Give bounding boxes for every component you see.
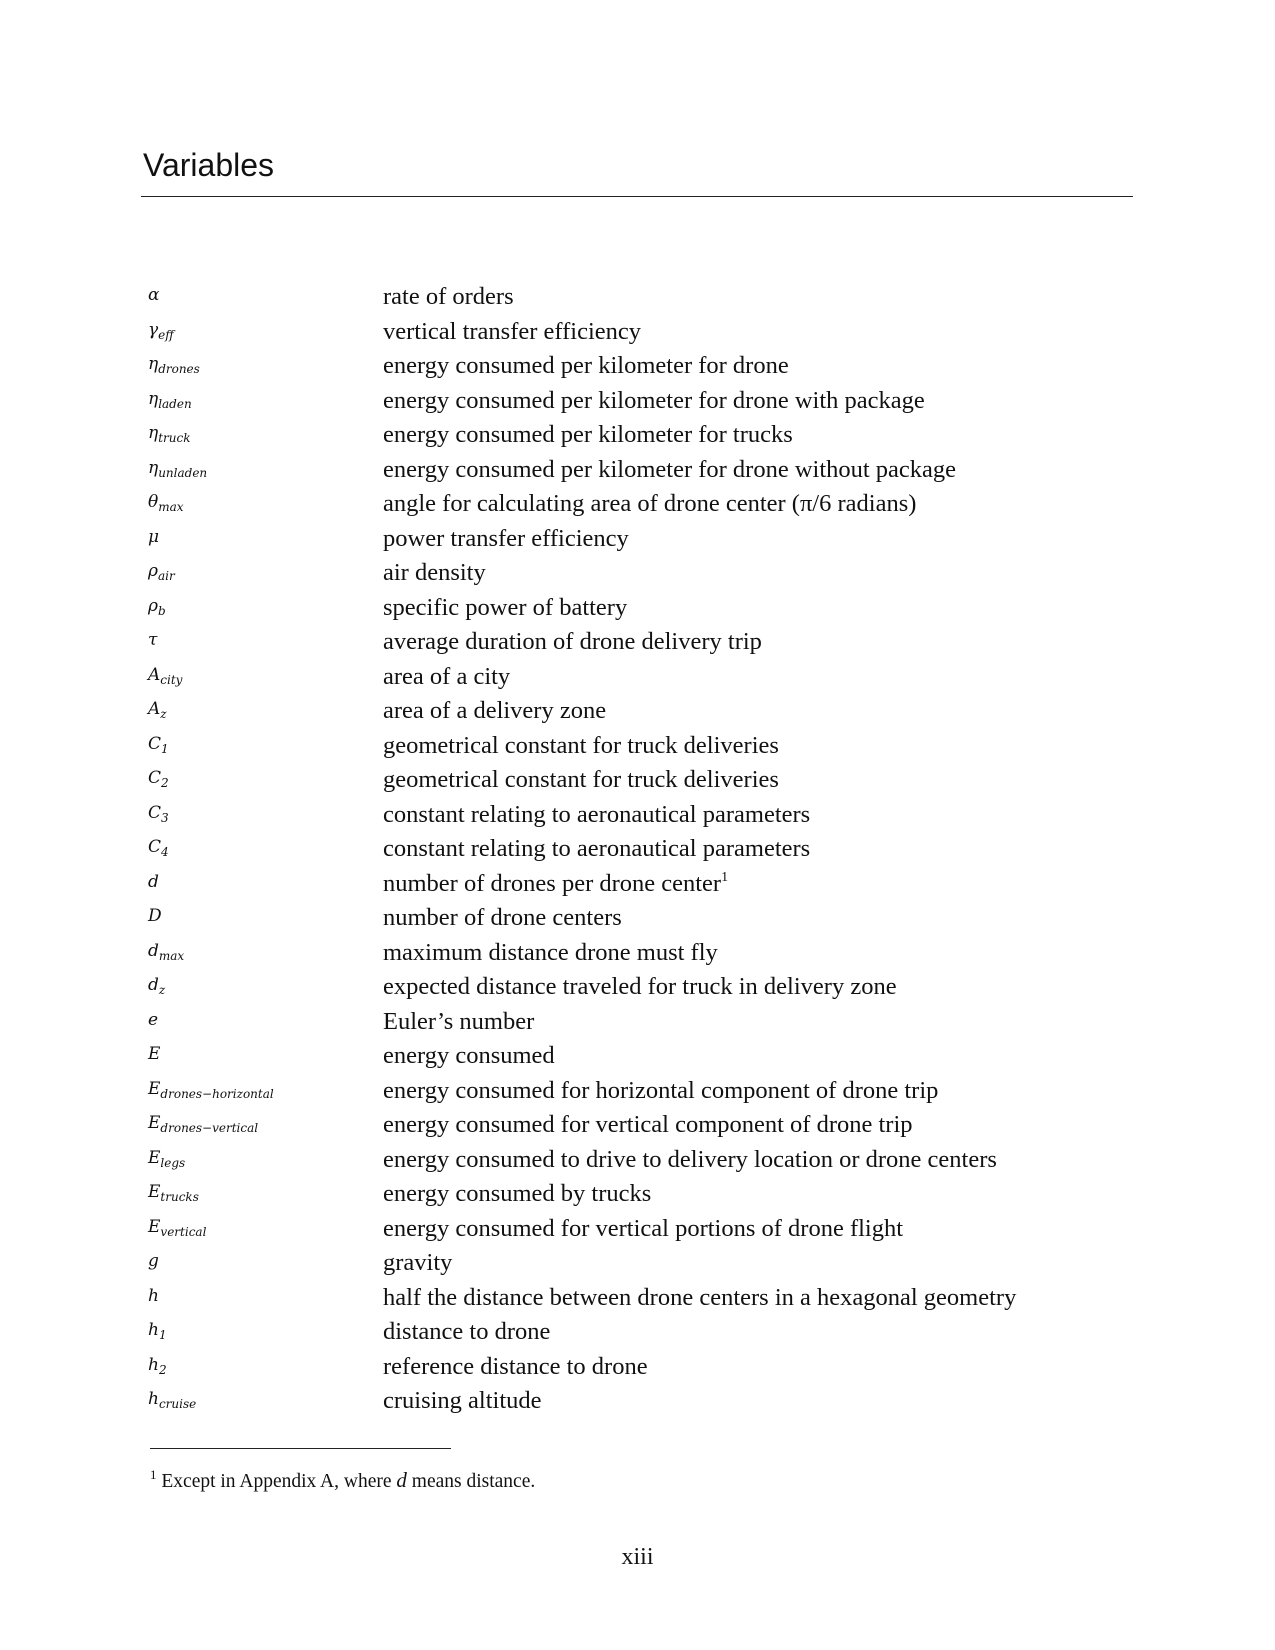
variable-symbol-base: A: [148, 664, 161, 685]
variable-symbol-base: μ: [148, 526, 160, 547]
variable-description-text: energy consumed for horizontal component of drone trip: [383, 1076, 939, 1104]
footnote-reference[interactable]: 1: [721, 869, 729, 885]
footnote-text-after: means distance.: [406, 1471, 536, 1492]
variable-row: [0, 1076, 1275, 1111]
variable-symbol-subscript: z: [160, 707, 167, 721]
variable-description-text: reference distance to drone: [383, 1352, 648, 1380]
variable-description: [383, 800, 810, 830]
variable-description: [383, 1179, 651, 1209]
variable-symbol-subscript: 2: [158, 1362, 167, 1377]
variable-symbol-base: E: [148, 1113, 161, 1133]
variable-description-text: gravity: [383, 1249, 453, 1276]
variable-description-text: energy consumed per kilometer for drone with package: [383, 386, 925, 414]
variable-description-text: geometrical constant for truck deliveries: [383, 766, 779, 793]
variable-row: [0, 282, 1275, 317]
variable-symbol-base: C: [148, 802, 162, 823]
variable-description: [383, 1317, 550, 1347]
footnote: [150, 1468, 535, 1494]
variable-symbol: [148, 1251, 159, 1271]
variable-symbol: [148, 285, 159, 305]
variable-row: [0, 317, 1275, 352]
variable-description-text: distance to drone: [383, 1318, 551, 1345]
variable-description-text: specific power of battery: [383, 593, 628, 621]
variable-row: [0, 1214, 1275, 1249]
variable-symbol: [148, 458, 207, 478]
variable-symbol: [148, 906, 162, 926]
variable-row: [0, 1145, 1275, 1180]
variable-row: [0, 524, 1275, 559]
variable-description: [383, 662, 510, 692]
variable-symbol-subscript: z: [158, 983, 166, 997]
variable-symbol-subscript: drones−horizontal: [160, 1086, 274, 1101]
footnote-separator: [150, 1448, 451, 1449]
variable-symbol-base: g: [148, 1251, 159, 1271]
variable-symbol: [148, 803, 169, 823]
variable-symbol-subscript: trucks: [160, 1190, 199, 1204]
variable-symbol-subscript: 2: [161, 776, 169, 790]
variable-symbol: [148, 1044, 160, 1064]
variable-symbol: [148, 561, 175, 581]
variable-symbol-base: A: [148, 699, 161, 719]
variable-row: [0, 1041, 1275, 1076]
variable-symbol-base: ρ: [148, 595, 158, 616]
variable-symbol-base: D: [148, 906, 162, 926]
variable-description: [383, 903, 622, 933]
variable-symbol: [148, 1113, 258, 1133]
variable-symbol: [148, 768, 169, 788]
variable-symbol-base: h: [148, 1285, 159, 1306]
variable-symbol: [148, 665, 182, 685]
variable-symbol: [148, 975, 165, 995]
variable-description-text: energy consumed to drive to delivery location or drone centers: [383, 1145, 997, 1173]
variable-description: [383, 1283, 1016, 1313]
variable-symbol-base: C: [148, 733, 162, 754]
variable-symbol-subscript: max: [158, 948, 185, 963]
variable-description: [383, 558, 486, 588]
variable-symbol: [148, 941, 184, 961]
variable-row: [0, 834, 1275, 869]
variable-symbol-subscript: laden: [158, 396, 192, 411]
variable-row: [0, 627, 1275, 662]
variable-description-text: Euler’s number: [383, 1007, 535, 1035]
variable-list: [0, 282, 1275, 1421]
variable-symbol-base: ρ: [148, 561, 158, 581]
variable-symbol: [148, 734, 169, 754]
variable-symbol-subscript: b: [158, 603, 166, 618]
variable-description: [383, 1386, 542, 1416]
title-rule: [141, 196, 1133, 197]
variable-description: [383, 351, 789, 381]
page-title: Variables: [143, 147, 275, 183]
variable-symbol: [148, 1217, 206, 1237]
variable-description: [383, 938, 718, 968]
variable-symbol-subscript: city: [160, 672, 183, 687]
variable-description-text: energy consumed for vertical component of drone trip: [383, 1111, 913, 1138]
variable-description: [383, 1041, 555, 1071]
variable-description: [383, 317, 641, 347]
variable-description: [383, 1007, 534, 1037]
variable-symbol-base: η: [148, 423, 159, 443]
variable-symbol: [148, 354, 200, 374]
variable-symbol: [148, 423, 190, 443]
variable-description: [383, 696, 606, 726]
variable-symbol-subscript: 4: [161, 845, 169, 859]
variable-description-text: average duration of drone delivery trip: [383, 628, 762, 655]
variable-symbol-subscript: 1: [161, 741, 169, 756]
variable-symbol-subscript: eff: [158, 327, 174, 342]
variable-symbol-subscript: 1: [158, 1328, 167, 1342]
variable-row: [0, 420, 1275, 455]
variable-symbol-base: θ: [148, 492, 159, 512]
variable-symbol-subscript: legs: [160, 1155, 186, 1170]
variable-symbol: [148, 1079, 274, 1099]
variable-symbol-base: E: [148, 1078, 161, 1099]
variable-row: [0, 1007, 1275, 1042]
variable-symbol-base: η: [148, 388, 159, 409]
variable-row: [0, 386, 1275, 421]
variable-description: [383, 765, 779, 795]
variable-description-text: area of a city: [383, 662, 511, 690]
variable-description-text: energy consumed per kilometer for drone: [383, 352, 789, 379]
variable-description-text: energy consumed: [383, 1042, 555, 1069]
variable-description: [383, 1110, 913, 1140]
variable-row: [0, 765, 1275, 800]
page-number: xiii: [621, 1544, 654, 1570]
variable-row: [0, 1352, 1275, 1387]
variable-description: [383, 1214, 903, 1244]
variable-symbol-base: E: [148, 1182, 161, 1202]
variable-symbol-subscript: truck: [158, 431, 191, 445]
variable-symbol-base: h: [148, 1320, 159, 1340]
variable-row: [0, 558, 1275, 593]
footnote-text-before: Except in Appendix A, where: [161, 1471, 397, 1492]
variable-symbol-subscript: air: [158, 569, 175, 583]
variable-description-text: energy consumed per kilometer for drone without package: [383, 455, 957, 483]
variable-symbol: [148, 699, 167, 719]
footnote-marker: 1: [150, 1467, 157, 1482]
variable-description-text: energy consumed for vertical portions of drone flight: [383, 1214, 904, 1242]
variable-symbol: [148, 630, 157, 650]
variable-symbol-base: h: [148, 1389, 159, 1409]
variable-description: [383, 869, 728, 899]
variable-description: [383, 731, 779, 761]
variable-description-text: power transfer efficiency: [383, 524, 629, 552]
variable-symbol-base: C: [148, 768, 162, 788]
variable-description-text: air density: [383, 559, 486, 586]
variable-symbol: [148, 596, 166, 616]
variable-description-text: vertical transfer efficiency: [383, 317, 642, 345]
variable-description-text: expected distance traveled for truck in delivery zone: [383, 973, 897, 1000]
variable-description-text: area of a delivery zone: [383, 697, 607, 724]
variable-row: [0, 489, 1275, 524]
variable-row: [0, 455, 1275, 490]
variable-symbol-base: E: [148, 1147, 161, 1168]
variable-symbol: [148, 1286, 159, 1306]
variable-description-text: constant relating to aeronautical parameters: [383, 800, 811, 828]
variable-row: [0, 1283, 1275, 1318]
variable-row: [0, 1179, 1275, 1214]
variable-symbol-base: γ: [148, 319, 159, 340]
variable-row: [0, 662, 1275, 697]
variable-symbol-subscript: unladen: [158, 465, 208, 480]
variable-symbol-base: τ: [148, 630, 158, 650]
variable-symbol: [148, 492, 184, 512]
variable-symbol-base: C: [148, 837, 162, 857]
variable-symbol-subscript: vertical: [160, 1224, 207, 1239]
variable-row: [0, 869, 1275, 904]
variable-symbol-base: α: [148, 285, 160, 305]
variable-row: [0, 800, 1275, 835]
variable-description-text: cruising altitude: [383, 1387, 542, 1414]
variable-description-text: maximum distance drone must fly: [383, 938, 718, 966]
variable-symbol-base: h: [148, 1354, 159, 1375]
variable-description: [383, 593, 627, 623]
variable-symbol: [148, 1182, 199, 1202]
variable-row: [0, 938, 1275, 973]
variable-row: [0, 1386, 1275, 1421]
variable-description: [383, 455, 956, 485]
variable-symbol-base: d: [148, 940, 159, 961]
variable-row: [0, 1248, 1275, 1283]
variable-symbol: [148, 872, 159, 892]
variable-description-text: number of drone centers: [383, 904, 622, 931]
variable-description-text: rate of orders: [383, 283, 514, 310]
variable-row: [0, 972, 1275, 1007]
variable-symbol: [148, 1389, 196, 1409]
variable-description-text: half the distance between drone centers in a hexagonal geometry: [383, 1283, 1017, 1311]
variable-symbol: [148, 389, 192, 409]
variable-row: [0, 1317, 1275, 1352]
variable-description: [383, 386, 925, 416]
variable-row: [0, 593, 1275, 628]
variable-symbol-subscript: 3: [161, 810, 169, 825]
variable-description-text: geometrical constant for truck deliveries: [383, 731, 779, 759]
variable-description: [383, 834, 810, 864]
variable-description: [383, 972, 897, 1002]
variable-symbol-subscript: cruise: [158, 1397, 197, 1411]
variable-description: [383, 1076, 938, 1106]
variable-description-text: energy consumed by trucks: [383, 1180, 652, 1207]
variable-description-text: energy consumed per kilometer for trucks: [383, 421, 793, 448]
variable-description-text: constant relating to aeronautical parameters: [383, 835, 811, 862]
variable-symbol-subscript: drones: [158, 362, 200, 376]
variable-symbol: [148, 1320, 167, 1340]
variable-symbol-base: d: [148, 871, 159, 892]
variable-symbol-subscript: max: [158, 500, 184, 514]
variable-symbol-subscript: drones−vertical: [160, 1121, 259, 1135]
variable-row: [0, 696, 1275, 731]
variable-symbol-base: d: [148, 975, 159, 995]
variable-description: [383, 524, 629, 554]
variable-symbol-base: E: [148, 1216, 161, 1237]
variable-description: [383, 1145, 997, 1175]
variable-symbol-base: η: [148, 354, 159, 374]
variable-description-text: number of drones per drone center: [383, 869, 722, 897]
variable-symbol: [148, 837, 169, 857]
variable-symbol: [148, 320, 174, 340]
variable-description-text: angle for calculating area of drone center (π/6 radians): [383, 490, 917, 517]
variable-symbol: [148, 527, 159, 547]
variable-row: [0, 731, 1275, 766]
variable-symbol: [148, 1148, 185, 1168]
variable-description: [383, 627, 762, 657]
variable-row: [0, 1110, 1275, 1145]
variable-description: [383, 420, 793, 450]
variable-row: [0, 351, 1275, 386]
variable-description: [383, 1352, 648, 1382]
variable-symbol-base: e: [148, 1009, 159, 1030]
variable-description: [383, 1248, 452, 1278]
variable-description: [383, 489, 916, 519]
variable-symbol: [148, 1010, 158, 1030]
variable-symbol-base: E: [148, 1044, 161, 1064]
variable-symbol: [148, 1355, 167, 1375]
variable-description: [383, 282, 514, 312]
variable-row: [0, 903, 1275, 938]
variable-symbol-base: η: [148, 457, 159, 478]
footnote-italic-symbol: d: [396, 1468, 407, 1492]
